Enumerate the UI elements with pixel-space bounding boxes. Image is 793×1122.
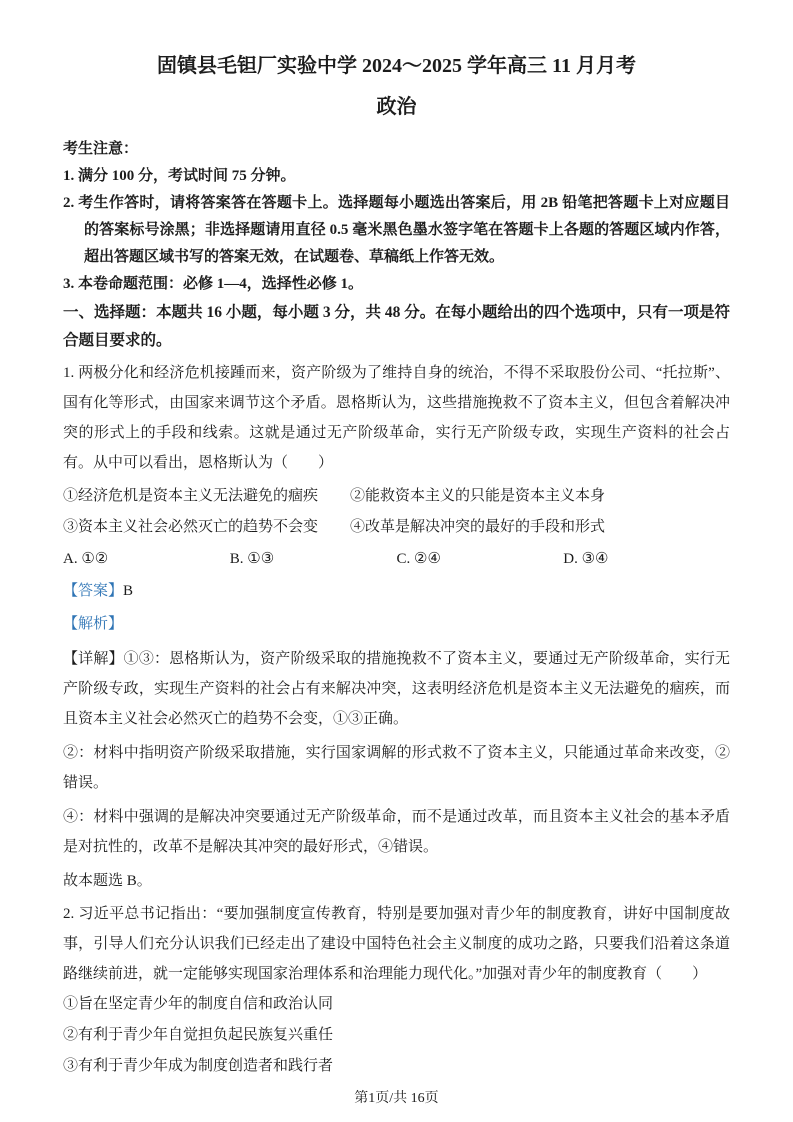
choice-b: B. ①③ <box>229 551 275 567</box>
question-1-stem: 1. 两极分化和经济危机接踵而来，资产阶级为了维持自身的统治，不得不采取股份公司、“托拉斯”、国有化等形式，由国家来调节这个矛盾。恩格斯认为，这些措施挽救不了资本主义，但包含着解决冲突的形式上的手段和线索。这就是通过无产阶级革命，实行无产阶级专政，实现生产资料的社会占有。从中可以看出，恩格斯认为（ ） <box>63 365 730 471</box>
detail-paragraph: ④：材料中强调的是解决冲突要通过无产阶级革命，而不是通过改革，而且资本主义社会的基本矛盾是对抗性的，改革不是解决其冲突的最好形式，④错误。 <box>63 809 730 855</box>
choice-c: C. ②④ <box>396 551 441 567</box>
analysis-line <box>63 609 730 640</box>
statement-item: ④改革是解决冲突的最好的手段和形式 <box>350 519 606 535</box>
question-2-statements <box>63 989 730 1082</box>
question-1-choices <box>63 544 730 574</box>
detail-paragraph: ②：材料中指明资产阶级采取措施，实行国家调解的形式救不了资本主义，只能通过革命来改变，②错误。 <box>63 745 730 791</box>
answer-line <box>63 576 730 607</box>
notice-heading: 考生注意： <box>63 141 139 157</box>
notice-item-3: 3. 本卷命题范围：必修 1—4，选择性必修 1。 <box>63 276 364 292</box>
page-footer: 第1页/共 16页 <box>354 1091 439 1106</box>
analysis-label: 【解析】 <box>63 616 124 632</box>
question-2 <box>63 899 730 1082</box>
detail-paragraph <box>63 644 730 734</box>
question-1-statements <box>63 481 730 543</box>
candidate-notice <box>63 136 730 298</box>
answer-value: B <box>123 583 134 599</box>
statement-item: ①旨在坚定青少年的制度自信和政治认同 <box>63 996 334 1012</box>
detail-conclusion: 故本题选 B。 <box>63 873 152 889</box>
question-1 <box>63 358 730 896</box>
statement-item: ③资本主义社会必然灭亡的趋势不会变 <box>63 519 319 535</box>
statement-item: ②有利于青少年自觉担负起民族复兴重任 <box>63 1027 334 1043</box>
notice-item-2: 2. 考生作答时，请将答案答在答题卡上。选择题每小题选出答案后，用 2B 铅笔把答题卡上对应题目的答案标号涂黑；非选择题请用直径 0.5 毫米黑色墨水签字笔在答题卡上各题的答题区域内作答，超出答题区域书写的答案无效，在试题卷、草稿纸上作答无效。 <box>63 195 730 265</box>
answer-label: 【答案】 <box>63 583 124 599</box>
page-subtitle: 政治 <box>376 96 417 118</box>
detail-label: 【详解】 <box>63 651 124 667</box>
notice-item-1: 1. 满分 100 分，考试时间 75 分钟。 <box>63 168 296 184</box>
page-title: 固镇县毛钽厂实验中学 2024～2025 学年高三 11 月月考 <box>157 55 636 77</box>
statement-item: ①经济危机是资本主义无法避免的痼疾 <box>63 488 319 504</box>
choice-d: D. ③④ <box>563 551 609 567</box>
detail-text: ①③：恩格斯认为，资产阶级采取的措施挽救不了资本主义，要通过无产阶级革命，实行无产阶级专政，实现生产资料的社会占有来解决冲突，这表明经济危机是资本主义无法避免的痼疾，而且资本主义社会必然灭亡的趋势不会变，①③正确。 <box>63 651 730 727</box>
statement-item: ③有利于青少年成为制度创造者和践行者 <box>63 1058 334 1074</box>
section-heading: 一、选择题：本题共 16 小题，每小题 3 分，共 48 分。在每小题给出的四个选项中，只有一项是符合题目要求的。 <box>63 304 730 349</box>
choice-a: A. ①② <box>63 551 109 567</box>
statement-item: ②能救资本主义的只能是资本主义本身 <box>350 488 606 504</box>
question-2-stem: 2. 习近平总书记指出：“要加强制度宣传教育，特别是要加强对青少年的制度教育，讲好中国制度故事，引导人们充分认识我们已经走出了建设中国特色社会主义制度的成功之路，只要我们沿着这条道路继续前进，就一定能够实现国家治理体系和治理能力现代化。”加强对青少年的制度教育（ ） <box>63 906 730 982</box>
